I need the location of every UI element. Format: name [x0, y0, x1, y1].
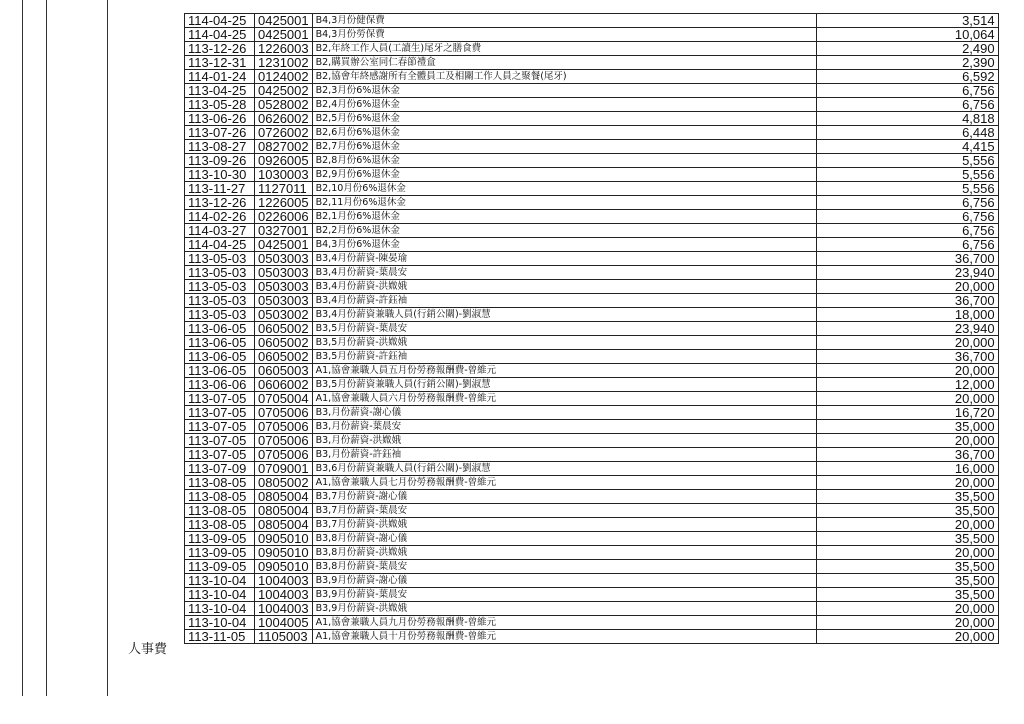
- date-cell: 113-06-05: [185, 364, 255, 378]
- doc-number-cell: 0226006: [255, 210, 313, 224]
- amount-cell: 20,000: [816, 602, 998, 616]
- amount-cell: 20,000: [816, 434, 998, 448]
- table-row: [185, 490, 999, 504]
- description-cell: B2,11月份6%退休金: [312, 196, 816, 210]
- left-border-line-2: [46, 0, 47, 696]
- category-column-line: [107, 0, 108, 696]
- description-cell: B2,6月份6%退休金: [312, 126, 816, 140]
- description-cell: B3,5月份薪資-洪媺娥: [312, 336, 816, 350]
- table-row: [185, 420, 999, 434]
- date-cell: 113-09-05: [185, 546, 255, 560]
- date-cell: 113-05-03: [185, 294, 255, 308]
- date-cell: 113-07-05: [185, 406, 255, 420]
- description-cell: B3,月份薪資-謝心儀: [312, 406, 816, 420]
- table-row: [185, 70, 999, 84]
- description-cell: B2,3月份6%退休金: [312, 84, 816, 98]
- amount-cell: 23,940: [816, 322, 998, 336]
- amount-cell: 20,000: [816, 280, 998, 294]
- doc-number-cell: 1226003: [255, 42, 313, 56]
- table-row: [185, 560, 999, 574]
- description-cell: A1,協會兼職人員十月份勞務報酬費-曾維元: [312, 630, 816, 644]
- description-cell: B3,5月份薪資兼職人員(行銷公關)-劉淑慧: [312, 378, 816, 392]
- description-cell: B3,8月份薪資-洪媺娥: [312, 546, 816, 560]
- table-row: [185, 588, 999, 602]
- date-cell: 113-08-27: [185, 140, 255, 154]
- amount-cell: 35,000: [816, 420, 998, 434]
- doc-number-cell: 0605002: [255, 336, 313, 350]
- description-cell: B3,月份薪資-許鈺袖: [312, 448, 816, 462]
- doc-number-cell: 0605003: [255, 364, 313, 378]
- date-cell: 113-05-03: [185, 266, 255, 280]
- amount-cell: 35,500: [816, 490, 998, 504]
- table-row: [185, 308, 999, 322]
- description-cell: B3,4月份薪資兼職人員(行銷公關)-劉淑慧: [312, 308, 816, 322]
- date-cell: 113-11-05: [185, 630, 255, 644]
- date-cell: 113-07-05: [185, 392, 255, 406]
- table-row: [185, 434, 999, 448]
- amount-cell: 35,500: [816, 560, 998, 574]
- amount-cell: 36,700: [816, 350, 998, 364]
- table-row: [185, 476, 999, 490]
- amount-cell: 2,490: [816, 42, 998, 56]
- date-cell: 113-11-27: [185, 182, 255, 196]
- table-row: [185, 196, 999, 210]
- amount-cell: 20,000: [816, 392, 998, 406]
- description-cell: B3,4月份薪資-洪媺娥: [312, 280, 816, 294]
- description-cell: B3,月份薪資-葉晨安: [312, 420, 816, 434]
- description-cell: B2,1月份6%退休金: [312, 210, 816, 224]
- table-row: [185, 350, 999, 364]
- date-cell: 113-07-05: [185, 434, 255, 448]
- doc-number-cell: 0124002: [255, 70, 313, 84]
- doc-number-cell: 1004005: [255, 616, 313, 630]
- table-row: [185, 280, 999, 294]
- date-cell: 114-04-25: [185, 28, 255, 42]
- doc-number-cell: 1004003: [255, 574, 313, 588]
- date-cell: 113-12-26: [185, 42, 255, 56]
- amount-cell: 3,514: [816, 14, 998, 28]
- table-row: [185, 168, 999, 182]
- description-cell: B4,3月份健保費: [312, 14, 816, 28]
- amount-cell: 5,556: [816, 168, 998, 182]
- description-cell: B2,年終工作人員(工讀生)尾牙之膳食費: [312, 42, 816, 56]
- doc-number-cell: 1004003: [255, 602, 313, 616]
- amount-cell: 6,756: [816, 98, 998, 112]
- amount-cell: 2,390: [816, 56, 998, 70]
- doc-number-cell: 0705004: [255, 392, 313, 406]
- description-cell: B3,4月份薪資-許鈺袖: [312, 294, 816, 308]
- description-cell: B3,8月份薪資-葉晨安: [312, 560, 816, 574]
- table-row: [185, 84, 999, 98]
- table-row: [185, 616, 999, 630]
- date-cell: 114-02-26: [185, 210, 255, 224]
- amount-cell: 35,500: [816, 588, 998, 602]
- table-row: [185, 140, 999, 154]
- date-cell: 113-10-30: [185, 168, 255, 182]
- table-row: [185, 532, 999, 546]
- amount-cell: 12,000: [816, 378, 998, 392]
- amount-cell: 35,500: [816, 574, 998, 588]
- doc-number-cell: 0827002: [255, 140, 313, 154]
- date-cell: 113-05-03: [185, 280, 255, 294]
- table-row: [185, 392, 999, 406]
- amount-cell: 16,000: [816, 462, 998, 476]
- table-row: [185, 224, 999, 238]
- table-row: [185, 336, 999, 350]
- date-cell: 113-10-04: [185, 602, 255, 616]
- description-cell: B3,4月份薪資-陳晏瑜: [312, 252, 816, 266]
- amount-cell: 6,448: [816, 126, 998, 140]
- table-row: [185, 112, 999, 126]
- description-cell: A1,協會兼職人員六月份勞務報酬費-曾維元: [312, 392, 816, 406]
- date-cell: 113-05-03: [185, 252, 255, 266]
- date-cell: 113-06-05: [185, 322, 255, 336]
- date-cell: 113-09-05: [185, 560, 255, 574]
- date-cell: 113-06-26: [185, 112, 255, 126]
- description-cell: B3,8月份薪資-謝心儀: [312, 532, 816, 546]
- date-cell: 113-08-05: [185, 490, 255, 504]
- doc-number-cell: 0606002: [255, 378, 313, 392]
- date-cell: 114-04-25: [185, 14, 255, 28]
- table-row: [185, 126, 999, 140]
- date-cell: 113-05-03: [185, 308, 255, 322]
- date-cell: 113-07-05: [185, 420, 255, 434]
- table-row: [185, 504, 999, 518]
- table-row: [185, 42, 999, 56]
- table-row: [185, 266, 999, 280]
- amount-cell: 20,000: [816, 616, 998, 630]
- doc-number-cell: 1226005: [255, 196, 313, 210]
- doc-number-cell: 0327001: [255, 224, 313, 238]
- description-cell: B3,7月份薪資-洪媺娥: [312, 518, 816, 532]
- description-cell: B2,4月份6%退休金: [312, 98, 816, 112]
- description-cell: B3,5月份薪資-許鈺袖: [312, 350, 816, 364]
- amount-cell: 10,064: [816, 28, 998, 42]
- doc-number-cell: 0726002: [255, 126, 313, 140]
- doc-number-cell: 0503003: [255, 280, 313, 294]
- description-cell: A1,協會兼職人員九月份勞務報酬費-曾維元: [312, 616, 816, 630]
- amount-cell: 36,700: [816, 252, 998, 266]
- amount-cell: 20,000: [816, 518, 998, 532]
- doc-number-cell: 0805004: [255, 518, 313, 532]
- amount-cell: 6,756: [816, 238, 998, 252]
- amount-cell: 20,000: [816, 476, 998, 490]
- table-row: [185, 14, 999, 28]
- doc-number-cell: 0425001: [255, 14, 313, 28]
- description-cell: B3,7月份薪資-謝心儀: [312, 490, 816, 504]
- amount-cell: 18,000: [816, 308, 998, 322]
- date-cell: 113-10-04: [185, 616, 255, 630]
- doc-number-cell: 0425002: [255, 84, 313, 98]
- table-row: [185, 448, 999, 462]
- date-cell: 113-05-28: [185, 98, 255, 112]
- amount-cell: 23,940: [816, 266, 998, 280]
- doc-number-cell: 0605002: [255, 322, 313, 336]
- date-cell: 113-07-09: [185, 462, 255, 476]
- doc-number-cell: 0503003: [255, 294, 313, 308]
- table-row: [185, 56, 999, 70]
- table-row: [185, 378, 999, 392]
- amount-cell: 6,756: [816, 196, 998, 210]
- table-row: [185, 294, 999, 308]
- description-cell: B4,3月份6%退休金: [312, 238, 816, 252]
- table-row: [185, 182, 999, 196]
- table-row: [185, 462, 999, 476]
- description-cell: B2,7月份6%退休金: [312, 140, 816, 154]
- description-cell: A1,協會兼職人員七月份勞務報酬費-曾維元: [312, 476, 816, 490]
- description-cell: B3,7月份薪資-葉晨安: [312, 504, 816, 518]
- description-cell: A1,協會兼職人員五月份勞務報酬費-曾維元: [312, 364, 816, 378]
- description-cell: B2,10月份6%退休金: [312, 182, 816, 196]
- description-cell: B3,月份薪資-洪媺娥: [312, 434, 816, 448]
- date-cell: 113-09-05: [185, 532, 255, 546]
- doc-number-cell: 0626002: [255, 112, 313, 126]
- amount-cell: 16,720: [816, 406, 998, 420]
- table-row: [185, 574, 999, 588]
- doc-number-cell: 0805004: [255, 490, 313, 504]
- doc-number-cell: 0605002: [255, 350, 313, 364]
- table-row: [185, 546, 999, 560]
- doc-number-cell: 0528002: [255, 98, 313, 112]
- description-cell: B3,9月份薪資-謝心儀: [312, 574, 816, 588]
- doc-number-cell: 0705006: [255, 406, 313, 420]
- doc-number-cell: 1231002: [255, 56, 313, 70]
- date-cell: 113-06-05: [185, 336, 255, 350]
- date-cell: 113-08-05: [185, 504, 255, 518]
- date-cell: 113-04-25: [185, 84, 255, 98]
- amount-cell: 20,000: [816, 364, 998, 378]
- amount-cell: 35,500: [816, 532, 998, 546]
- date-cell: 113-08-05: [185, 476, 255, 490]
- date-cell: 113-06-05: [185, 350, 255, 364]
- date-cell: 114-03-27: [185, 224, 255, 238]
- doc-number-cell: 0705006: [255, 448, 313, 462]
- amount-cell: 20,000: [816, 630, 998, 644]
- description-cell: B2,2月份6%退休金: [312, 224, 816, 238]
- amount-cell: 4,415: [816, 140, 998, 154]
- date-cell: 113-10-04: [185, 574, 255, 588]
- amount-cell: 6,756: [816, 84, 998, 98]
- date-cell: 113-12-26: [185, 196, 255, 210]
- amount-cell: 4,818: [816, 112, 998, 126]
- table-row: [185, 252, 999, 266]
- description-cell: B4,3月份勞保費: [312, 28, 816, 42]
- table-row: [185, 238, 999, 252]
- amount-cell: 5,556: [816, 182, 998, 196]
- date-cell: 113-08-05: [185, 518, 255, 532]
- date-cell: 113-12-31: [185, 56, 255, 70]
- doc-number-cell: 0425001: [255, 238, 313, 252]
- doc-number-cell: 0905010: [255, 532, 313, 546]
- amount-cell: 36,700: [816, 294, 998, 308]
- table-row: [185, 210, 999, 224]
- description-cell: B3,4月份薪資-葉晨安: [312, 266, 816, 280]
- description-cell: B3,6月份薪資兼職人員(行銷公關)-劉淑慧: [312, 462, 816, 476]
- doc-number-cell: 0805004: [255, 504, 313, 518]
- doc-number-cell: 0926005: [255, 154, 313, 168]
- table-row: [185, 364, 999, 378]
- doc-number-cell: 0503003: [255, 266, 313, 280]
- date-cell: 113-10-04: [185, 588, 255, 602]
- date-cell: 113-09-26: [185, 154, 255, 168]
- table-row: [185, 28, 999, 42]
- table-row: [185, 322, 999, 336]
- table-row: [185, 154, 999, 168]
- date-cell: 113-07-05: [185, 448, 255, 462]
- description-cell: B3,9月份薪資-洪媺娥: [312, 602, 816, 616]
- amount-cell: 6,756: [816, 210, 998, 224]
- table-row: [185, 406, 999, 420]
- description-cell: B2,協會年終感謝所有全體員工及相關工作人員之聚餐(尾牙): [312, 70, 816, 84]
- doc-number-cell: 0805002: [255, 476, 313, 490]
- doc-number-cell: 0705006: [255, 434, 313, 448]
- table-row: [185, 602, 999, 616]
- description-cell: B2,9月份6%退休金: [312, 168, 816, 182]
- doc-number-cell: 0709001: [255, 462, 313, 476]
- doc-number-cell: 0503002: [255, 308, 313, 322]
- amount-cell: 5,556: [816, 154, 998, 168]
- doc-number-cell: 1004003: [255, 588, 313, 602]
- description-cell: B2,5月份6%退休金: [312, 112, 816, 126]
- description-cell: B2,購買辦公室同仁春節禮盒: [312, 56, 816, 70]
- table-row: [185, 98, 999, 112]
- ledger-table: [184, 13, 999, 644]
- date-cell: 113-06-06: [185, 378, 255, 392]
- doc-number-cell: 0705006: [255, 420, 313, 434]
- table-row: [185, 518, 999, 532]
- doc-number-cell: 0425001: [255, 28, 313, 42]
- amount-cell: 6,756: [816, 224, 998, 238]
- doc-number-cell: 1127011: [255, 182, 313, 196]
- doc-number-cell: 1105003: [255, 630, 313, 644]
- description-cell: B3,9月份薪資-葉晨安: [312, 588, 816, 602]
- doc-number-cell: 0503003: [255, 252, 313, 266]
- date-cell: 114-01-24: [185, 70, 255, 84]
- date-cell: 114-04-25: [185, 238, 255, 252]
- amount-cell: 20,000: [816, 336, 998, 350]
- amount-cell: 36,700: [816, 448, 998, 462]
- description-cell: B3,5月份薪資-葉晨安: [312, 322, 816, 336]
- table-row: [185, 630, 999, 644]
- doc-number-cell: 0905010: [255, 560, 313, 574]
- amount-cell: 20,000: [816, 546, 998, 560]
- doc-number-cell: 0905010: [255, 546, 313, 560]
- date-cell: 113-07-26: [185, 126, 255, 140]
- amount-cell: 6,592: [816, 70, 998, 84]
- amount-cell: 35,500: [816, 504, 998, 518]
- doc-number-cell: 1030003: [255, 168, 313, 182]
- description-cell: B2,8月份6%退休金: [312, 154, 816, 168]
- ledger-body: [185, 14, 999, 644]
- category-label: 人事費: [128, 642, 168, 657]
- left-border-line-1: [22, 0, 23, 696]
